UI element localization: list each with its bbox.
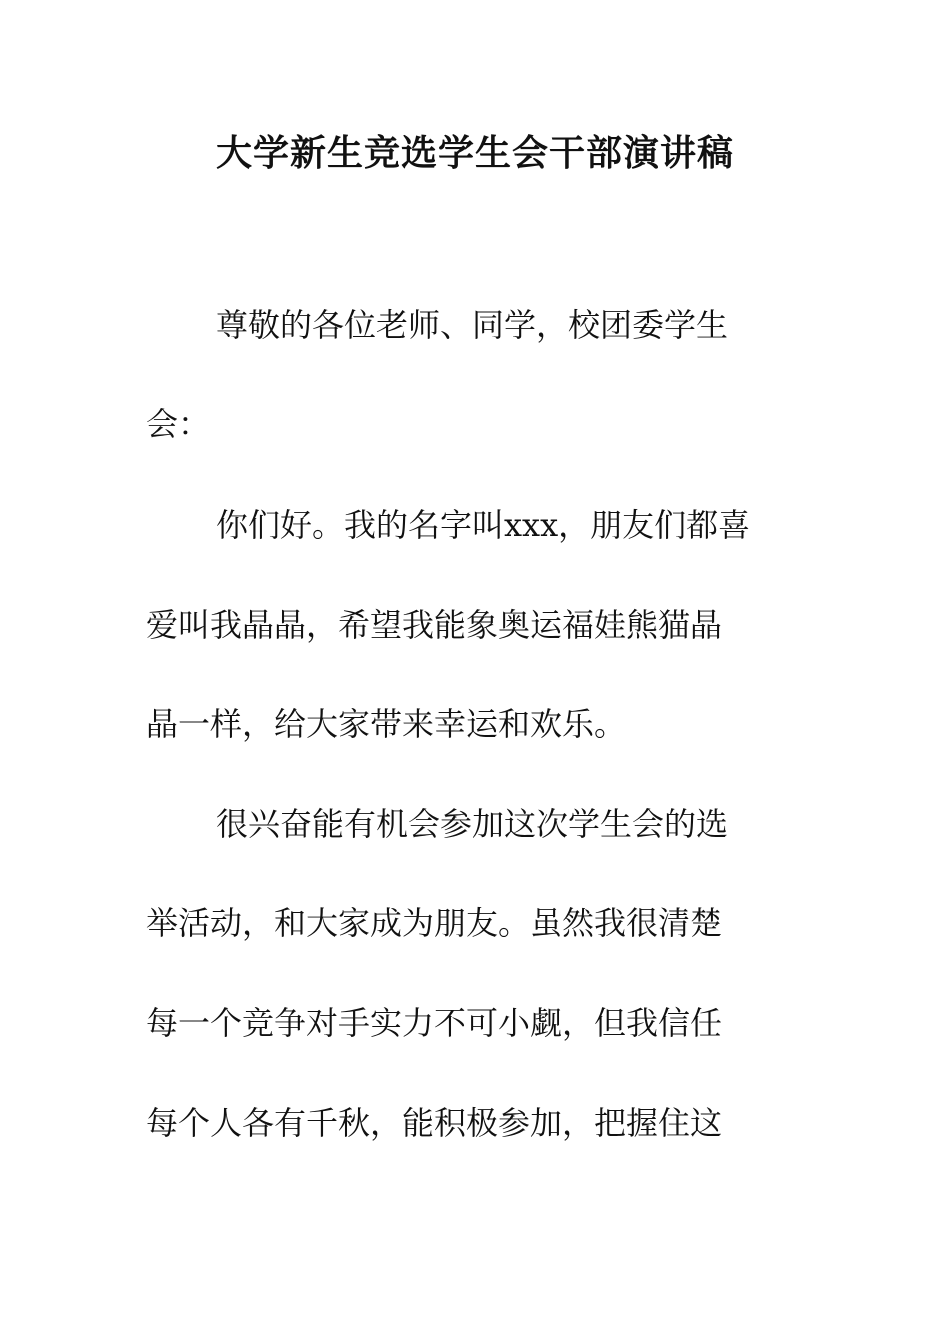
body-line: 尊敬的各位老师、同学，校团委学生 (216, 306, 729, 344)
body-line: 你们好。我的名字叫xxx，朋友们都喜 (216, 506, 751, 544)
document-title: 大学新生竞选学生会干部演讲稿 (215, 132, 734, 174)
body-line: 每一个竞争对手实力不可小觑，但我信任 (146, 1004, 723, 1042)
body-line: 很兴奋能有机会参加这次学生会的选 (216, 805, 729, 843)
body-line: 晶一样，给大家带来幸运和欢乐。 (146, 705, 627, 743)
body-line: 爱叫我晶晶，希望我能象奥运福娃熊猫晶 (146, 606, 723, 644)
body-line: 举活动，和大家成为朋友。虽然我很清楚 (146, 904, 723, 942)
body-line: 会： (146, 405, 211, 443)
body-line: 每个人各有千秋，能积极参加，把握住这 (146, 1104, 723, 1142)
